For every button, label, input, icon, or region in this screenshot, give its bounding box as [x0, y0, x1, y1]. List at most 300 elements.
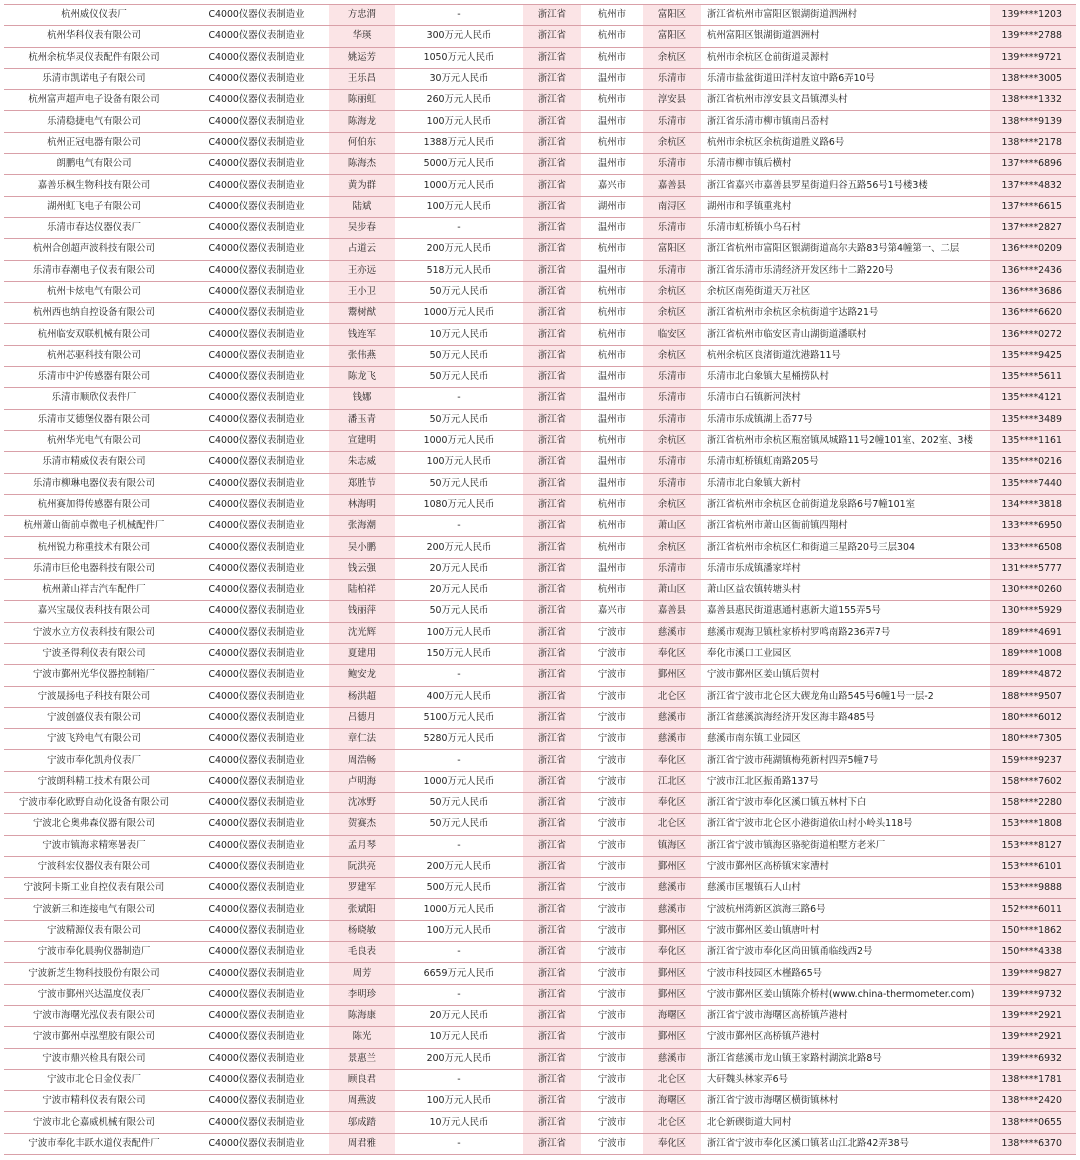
province-cell: 浙江省 — [523, 729, 581, 750]
company-name-cell: 湖州虹飞电子有限公司 — [4, 196, 184, 217]
company-name-cell: 宁波新芝生物科技股份有限公司 — [4, 963, 184, 984]
industry-cell: C4000仪器仪表制造业 — [184, 814, 329, 835]
table-row — [4, 68, 1076, 89]
province-cell: 浙江省 — [523, 303, 581, 324]
industry-cell: C4000仪器仪表制造业 — [184, 260, 329, 281]
table-row — [4, 1091, 1076, 1112]
province-cell: 浙江省 — [523, 239, 581, 260]
company-name-cell: 宁波市奉化欧野自动化设备有限公司 — [4, 792, 184, 813]
city-cell: 杭州市 — [581, 430, 643, 451]
address-cell: 浙江省宁波市莼湖镇梅苑新村四弄5幢7号 — [701, 750, 990, 771]
legal-rep-cell: 陈丽虹 — [329, 90, 395, 111]
district-cell: 海曙区 — [643, 1091, 701, 1112]
company-name-cell: 杭州卡炫电气有限公司 — [4, 281, 184, 302]
industry-cell: C4000仪器仪表制造业 — [184, 984, 329, 1005]
legal-rep-cell: 李明珍 — [329, 984, 395, 1005]
company-name-cell: 乐清市柳琳电器仪表有限公司 — [4, 473, 184, 494]
province-cell: 浙江省 — [523, 622, 581, 643]
city-cell: 杭州市 — [581, 90, 643, 111]
industry-cell: C4000仪器仪表制造业 — [184, 1112, 329, 1133]
company-name-cell: 乐清市艾德堡仪器有限公司 — [4, 409, 184, 430]
province-cell: 浙江省 — [523, 388, 581, 409]
address-cell: 浙江省宁波市镇海区骆驼街道桕墅方老米厂 — [701, 835, 990, 856]
address-cell: 乐清市乐成镇湖上岙77号 — [701, 409, 990, 430]
capital-cell: 1000万元人民币 — [395, 430, 523, 451]
phone-cell: 139****9721 — [990, 47, 1076, 68]
table-row — [4, 388, 1076, 409]
address-cell: 余杭区南苑街道天万社区 — [701, 281, 990, 302]
industry-cell: C4000仪器仪表制造业 — [184, 1048, 329, 1069]
capital-cell: 50万元人民币 — [395, 409, 523, 430]
phone-cell: 136****3686 — [990, 281, 1076, 302]
capital-cell: 1000万元人民币 — [395, 175, 523, 196]
company-name-cell: 杭州正冠电器有限公司 — [4, 132, 184, 153]
city-cell: 宁波市 — [581, 686, 643, 707]
province-cell: 浙江省 — [523, 665, 581, 686]
legal-rep-cell: 邬成踏 — [329, 1112, 395, 1133]
address-cell: 浙江省宁波市北仑区大碶龙角山路545号6幢1号一层-2 — [701, 686, 990, 707]
legal-rep-cell: 吴步春 — [329, 217, 395, 238]
city-cell: 杭州市 — [581, 324, 643, 345]
district-cell: 江北区 — [643, 771, 701, 792]
table-row — [4, 196, 1076, 217]
legal-rep-cell: 方忠渭 — [329, 5, 395, 26]
city-cell: 宁波市 — [581, 1069, 643, 1090]
province-cell: 浙江省 — [523, 750, 581, 771]
industry-cell: C4000仪器仪表制造业 — [184, 729, 329, 750]
city-cell: 宁波市 — [581, 665, 643, 686]
city-cell: 杭州市 — [581, 580, 643, 601]
capital-cell: 50万元人民币 — [395, 473, 523, 494]
company-name-cell: 宁波市鄞州卓泓塑胶有限公司 — [4, 1027, 184, 1048]
legal-rep-cell: 占道云 — [329, 239, 395, 260]
legal-rep-cell: 沈冰野 — [329, 792, 395, 813]
province-cell: 浙江省 — [523, 792, 581, 813]
capital-cell: 50万元人民币 — [395, 367, 523, 388]
address-cell: 乐清市虹桥镇小乌石村 — [701, 217, 990, 238]
city-cell: 宁波市 — [581, 1133, 643, 1154]
province-cell: 浙江省 — [523, 814, 581, 835]
district-cell: 慈溪市 — [643, 707, 701, 728]
province-cell: 浙江省 — [523, 196, 581, 217]
legal-rep-cell: 王亦远 — [329, 260, 395, 281]
phone-cell: 189****4691 — [990, 622, 1076, 643]
table-row — [4, 5, 1076, 26]
capital-cell: 1080万元人民币 — [395, 494, 523, 515]
province-cell: 浙江省 — [523, 452, 581, 473]
city-cell: 温州市 — [581, 558, 643, 579]
company-name-cell: 宁波创盛仪表有限公司 — [4, 707, 184, 728]
industry-cell: C4000仪器仪表制造业 — [184, 643, 329, 664]
address-cell: 浙江省乐清市乐清经济开发区纬十二路220号 — [701, 260, 990, 281]
phone-cell: 189****1008 — [990, 643, 1076, 664]
company-name-cell: 杭州萧山祥吉汽车配件厂 — [4, 580, 184, 601]
address-cell: 奉化市溪口工业园区 — [701, 643, 990, 664]
province-cell: 浙江省 — [523, 281, 581, 302]
legal-rep-cell: 张斌阳 — [329, 899, 395, 920]
phone-cell: 133****6508 — [990, 537, 1076, 558]
table-row — [4, 132, 1076, 153]
industry-cell: C4000仪器仪表制造业 — [184, 367, 329, 388]
legal-rep-cell: 鬻树猷 — [329, 303, 395, 324]
table-row — [4, 473, 1076, 494]
phone-cell: 137****6615 — [990, 196, 1076, 217]
capital-cell: 100万元人民币 — [395, 196, 523, 217]
address-cell: 慈溪市观海卫镇杜家桥村罗鸣南路236弄7号 — [701, 622, 990, 643]
province-cell: 浙江省 — [523, 643, 581, 664]
table-row — [4, 729, 1076, 750]
legal-rep-cell: 钱云强 — [329, 558, 395, 579]
table-row — [4, 217, 1076, 238]
table-row — [4, 239, 1076, 260]
company-name-cell: 宁波市镇海求精寒暑表厂 — [4, 835, 184, 856]
industry-cell: C4000仪器仪表制造业 — [184, 920, 329, 941]
industry-cell: C4000仪器仪表制造业 — [184, 47, 329, 68]
table-row — [4, 367, 1076, 388]
phone-cell: 153****8127 — [990, 835, 1076, 856]
province-cell: 浙江省 — [523, 899, 581, 920]
capital-cell: 20万元人民币 — [395, 1005, 523, 1026]
province-cell: 浙江省 — [523, 324, 581, 345]
province-cell: 浙江省 — [523, 494, 581, 515]
legal-rep-cell: 罗建军 — [329, 878, 395, 899]
legal-rep-cell: 杨洪超 — [329, 686, 395, 707]
company-name-cell: 宁波阿卡斯工业自控仪表有限公司 — [4, 878, 184, 899]
address-cell: 慈溪市南东镇工业园区 — [701, 729, 990, 750]
company-name-cell: 宁波水立方仪表科技有限公司 — [4, 622, 184, 643]
industry-cell: C4000仪器仪表制造业 — [184, 452, 329, 473]
province-cell: 浙江省 — [523, 154, 581, 175]
industry-cell: C4000仪器仪表制造业 — [184, 175, 329, 196]
phone-cell: 135****0216 — [990, 452, 1076, 473]
capital-cell: - — [395, 665, 523, 686]
company-name-cell: 杭州萧山衙前卓微电子机械配件厂 — [4, 516, 184, 537]
table-row — [4, 281, 1076, 302]
industry-cell: C4000仪器仪表制造业 — [184, 792, 329, 813]
industry-cell: C4000仪器仪表制造业 — [184, 473, 329, 494]
province-cell: 浙江省 — [523, 707, 581, 728]
address-cell: 浙江省杭州市余杭区余杭街道宇达路21号 — [701, 303, 990, 324]
company-name-cell: 乐清市顺欣仪表件厂 — [4, 388, 184, 409]
table-row — [4, 856, 1076, 877]
phone-cell: 150****4338 — [990, 942, 1076, 963]
city-cell: 温州市 — [581, 452, 643, 473]
company-name-cell: 杭州赛加得传感器有限公司 — [4, 494, 184, 515]
district-cell: 鄞州区 — [643, 665, 701, 686]
table-row — [4, 984, 1076, 1005]
capital-cell: 100万元人民币 — [395, 452, 523, 473]
table-row — [4, 47, 1076, 68]
legal-rep-cell: 周燕波 — [329, 1091, 395, 1112]
district-cell: 鄞州区 — [643, 984, 701, 1005]
table-body — [4, 5, 1076, 1155]
province-cell: 浙江省 — [523, 1048, 581, 1069]
province-cell: 浙江省 — [523, 771, 581, 792]
table-row — [4, 707, 1076, 728]
legal-rep-cell: 贺赛杰 — [329, 814, 395, 835]
address-cell: 浙江省杭州市余杭区瓶窑镇凤城路11号2幢101室、202室、3楼 — [701, 430, 990, 451]
district-cell: 余杭区 — [643, 537, 701, 558]
address-cell: 宁波市鄞州区姜山镇后贺村 — [701, 665, 990, 686]
address-cell: 乐清市白石镇新河浃村 — [701, 388, 990, 409]
province-cell: 浙江省 — [523, 558, 581, 579]
city-cell: 宁波市 — [581, 878, 643, 899]
industry-cell: C4000仪器仪表制造业 — [184, 1027, 329, 1048]
capital-cell: - — [395, 1069, 523, 1090]
address-cell: 嘉善县惠民街道惠通村惠新大道155弄5号 — [701, 601, 990, 622]
legal-rep-cell: 陈龙飞 — [329, 367, 395, 388]
legal-rep-cell: 卢明海 — [329, 771, 395, 792]
province-cell: 浙江省 — [523, 984, 581, 1005]
phone-cell: 135****1161 — [990, 430, 1076, 451]
legal-rep-cell: 陈光 — [329, 1027, 395, 1048]
capital-cell: 100万元人民币 — [395, 622, 523, 643]
province-cell: 浙江省 — [523, 409, 581, 430]
district-cell: 淳安县 — [643, 90, 701, 111]
district-cell: 余杭区 — [643, 430, 701, 451]
table-row — [4, 452, 1076, 473]
phone-cell: 139****9732 — [990, 984, 1076, 1005]
city-cell: 宁波市 — [581, 643, 643, 664]
legal-rep-cell: 夏建用 — [329, 643, 395, 664]
district-cell: 乐清市 — [643, 217, 701, 238]
table-row — [4, 494, 1076, 515]
address-cell: 宁波市江北区振甬路137号 — [701, 771, 990, 792]
address-cell: 宁波市鄞州区高桥镇宋家漕村 — [701, 856, 990, 877]
table-row — [4, 1048, 1076, 1069]
capital-cell: 1000万元人民币 — [395, 303, 523, 324]
legal-rep-cell: 杨晓敏 — [329, 920, 395, 941]
address-cell: 浙江省宁波市海曙区横街镇林村 — [701, 1091, 990, 1112]
industry-cell: C4000仪器仪表制造业 — [184, 217, 329, 238]
district-cell: 奉化区 — [643, 792, 701, 813]
phone-cell: 138****6370 — [990, 1133, 1076, 1154]
industry-cell: C4000仪器仪表制造业 — [184, 430, 329, 451]
company-name-cell: 乐清市精威仪表有限公司 — [4, 452, 184, 473]
province-cell: 浙江省 — [523, 1133, 581, 1154]
province-cell: 浙江省 — [523, 217, 581, 238]
company-name-cell: 杭州西也纳自控设备有限公司 — [4, 303, 184, 324]
province-cell: 浙江省 — [523, 1027, 581, 1048]
district-cell: 奉化区 — [643, 643, 701, 664]
district-cell: 乐清市 — [643, 452, 701, 473]
phone-cell: 131****5777 — [990, 558, 1076, 579]
company-name-cell: 宁波朗科精工技术有限公司 — [4, 771, 184, 792]
phone-cell: 153****1808 — [990, 814, 1076, 835]
phone-cell: 135****3489 — [990, 409, 1076, 430]
city-cell: 温州市 — [581, 409, 643, 430]
capital-cell: 20万元人民币 — [395, 580, 523, 601]
table-row — [4, 409, 1076, 430]
legal-rep-cell: 华瑛 — [329, 26, 395, 47]
city-cell: 宁波市 — [581, 707, 643, 728]
capital-cell: 1000万元人民币 — [395, 899, 523, 920]
address-cell: 杭州富阳区银湖街道泗洲村 — [701, 26, 990, 47]
district-cell: 乐清市 — [643, 388, 701, 409]
industry-cell: C4000仪器仪表制造业 — [184, 665, 329, 686]
phone-cell: 152****6011 — [990, 899, 1076, 920]
phone-cell: 138****2420 — [990, 1091, 1076, 1112]
district-cell: 北仑区 — [643, 1112, 701, 1133]
phone-cell: 138****3005 — [990, 68, 1076, 89]
company-name-cell: 杭州临安双联机械有限公司 — [4, 324, 184, 345]
address-cell: 浙江省杭州市富阳区银湖街道高尔夫路83号第4幢第一、二层 — [701, 239, 990, 260]
district-cell: 乐清市 — [643, 409, 701, 430]
district-cell: 嘉善县 — [643, 601, 701, 622]
capital-cell: 100万元人民币 — [395, 920, 523, 941]
city-cell: 宁波市 — [581, 1091, 643, 1112]
table-row — [4, 154, 1076, 175]
company-name-cell: 宁波北仑奥弗森仪器有限公司 — [4, 814, 184, 835]
company-name-cell: 宁波精源仪表有限公司 — [4, 920, 184, 941]
city-cell: 杭州市 — [581, 47, 643, 68]
company-name-cell: 宁波市鄞州兴达温度仪表厂 — [4, 984, 184, 1005]
phone-cell: 159****9237 — [990, 750, 1076, 771]
address-cell: 浙江省乐清市柳市镇南吕岙村 — [701, 111, 990, 132]
city-cell: 温州市 — [581, 473, 643, 494]
address-cell: 乐清市北白象镇大新村 — [701, 473, 990, 494]
city-cell: 温州市 — [581, 217, 643, 238]
phone-cell: 139****9827 — [990, 963, 1076, 984]
capital-cell: - — [395, 5, 523, 26]
industry-cell: C4000仪器仪表制造业 — [184, 90, 329, 111]
province-cell: 浙江省 — [523, 367, 581, 388]
province-cell: 浙江省 — [523, 1112, 581, 1133]
address-cell: 萧山区益农镇转塘头村 — [701, 580, 990, 601]
company-name-cell: 杭州锐力称重技术有限公司 — [4, 537, 184, 558]
capital-cell: 5100万元人民币 — [395, 707, 523, 728]
district-cell: 富阳区 — [643, 5, 701, 26]
city-cell: 宁波市 — [581, 856, 643, 877]
phone-cell: 138****9139 — [990, 111, 1076, 132]
legal-rep-cell: 吕德月 — [329, 707, 395, 728]
province-cell: 浙江省 — [523, 516, 581, 537]
address-cell: 浙江省杭州市余杭区仁和街道三星路20号三层304 — [701, 537, 990, 558]
table-row — [4, 1133, 1076, 1154]
table-row — [4, 601, 1076, 622]
capital-cell: 300万元人民币 — [395, 26, 523, 47]
company-name-cell: 宁波市鼎兴检具有限公司 — [4, 1048, 184, 1069]
capital-cell: 10万元人民币 — [395, 324, 523, 345]
table-row — [4, 324, 1076, 345]
address-cell: 乐清市北白象镇大星桶捞队村 — [701, 367, 990, 388]
company-name-cell: 宁波市奉化凯舟仪表厂 — [4, 750, 184, 771]
district-cell: 萧山区 — [643, 516, 701, 537]
address-cell: 慈溪市匡堰镇石人山村 — [701, 878, 990, 899]
province-cell: 浙江省 — [523, 473, 581, 494]
legal-rep-cell: 何伯东 — [329, 132, 395, 153]
industry-cell: C4000仪器仪表制造业 — [184, 26, 329, 47]
province-cell: 浙江省 — [523, 111, 581, 132]
city-cell: 宁波市 — [581, 1005, 643, 1026]
legal-rep-cell: 林海明 — [329, 494, 395, 515]
address-cell: 乐清市柳市镇后横村 — [701, 154, 990, 175]
table-row — [4, 26, 1076, 47]
legal-rep-cell: 陈海龙 — [329, 111, 395, 132]
industry-cell: C4000仪器仪表制造业 — [184, 239, 329, 260]
province-cell: 浙江省 — [523, 175, 581, 196]
city-cell: 温州市 — [581, 388, 643, 409]
phone-cell: 130****5929 — [990, 601, 1076, 622]
legal-rep-cell: 王乐昌 — [329, 68, 395, 89]
company-name-cell: 宁波市鄞州光华仪器控制箱厂 — [4, 665, 184, 686]
address-cell: 杭州余杭区良渚街道沈港路11号 — [701, 345, 990, 366]
city-cell: 嘉兴市 — [581, 601, 643, 622]
city-cell: 杭州市 — [581, 494, 643, 515]
industry-cell: C4000仪器仪表制造业 — [184, 111, 329, 132]
phone-cell: 139****6932 — [990, 1048, 1076, 1069]
address-cell: 大矸魏头林家弄6号 — [701, 1069, 990, 1090]
table-row — [4, 643, 1076, 664]
city-cell: 杭州市 — [581, 303, 643, 324]
company-table — [4, 4, 1076, 1155]
address-cell: 乐清市乐成镇潘家垟村 — [701, 558, 990, 579]
address-cell: 浙江省宁波市奉化区溪口镇五林村下白 — [701, 792, 990, 813]
table-row — [4, 537, 1076, 558]
city-cell: 杭州市 — [581, 516, 643, 537]
phone-cell: 138****1781 — [990, 1069, 1076, 1090]
city-cell: 宁波市 — [581, 835, 643, 856]
industry-cell: C4000仪器仪表制造业 — [184, 558, 329, 579]
city-cell: 宁波市 — [581, 792, 643, 813]
capital-cell: 1000万元人民币 — [395, 771, 523, 792]
phone-cell: 139****2921 — [990, 1005, 1076, 1026]
capital-cell: 200万元人民币 — [395, 856, 523, 877]
industry-cell: C4000仪器仪表制造业 — [184, 494, 329, 515]
address-cell: 宁波市鄞州区姜山镇陈介桥村(www.china-thermometer.com) — [701, 984, 990, 1005]
legal-rep-cell: 钱娜 — [329, 388, 395, 409]
address-cell: 杭州市余杭区余杭街道胜义路6号 — [701, 132, 990, 153]
industry-cell: C4000仪器仪表制造业 — [184, 1133, 329, 1154]
legal-rep-cell: 周浩畅 — [329, 750, 395, 771]
industry-cell: C4000仪器仪表制造业 — [184, 516, 329, 537]
province-cell: 浙江省 — [523, 878, 581, 899]
table-row — [4, 430, 1076, 451]
phone-cell: 180****7305 — [990, 729, 1076, 750]
legal-rep-cell: 陆斌 — [329, 196, 395, 217]
address-cell: 浙江省杭州市富阳区银湖街道泗洲村 — [701, 5, 990, 26]
city-cell: 杭州市 — [581, 5, 643, 26]
legal-rep-cell: 景惠兰 — [329, 1048, 395, 1069]
address-cell: 浙江省杭州市余杭区仓前街道龙泉路6号7幢101室 — [701, 494, 990, 515]
city-cell: 杭州市 — [581, 239, 643, 260]
industry-cell: C4000仪器仪表制造业 — [184, 601, 329, 622]
phone-cell: 139****2921 — [990, 1027, 1076, 1048]
district-cell: 慈溪市 — [643, 878, 701, 899]
phone-cell: 158****2280 — [990, 792, 1076, 813]
province-cell: 浙江省 — [523, 1005, 581, 1026]
district-cell: 奉化区 — [643, 750, 701, 771]
city-cell: 温州市 — [581, 111, 643, 132]
company-name-cell: 杭州合创超声波科技有限公司 — [4, 239, 184, 260]
address-cell: 浙江省宁波市北仑区小港街道依山村小岭头118号 — [701, 814, 990, 835]
legal-rep-cell: 孟月琴 — [329, 835, 395, 856]
province-cell: 浙江省 — [523, 580, 581, 601]
industry-cell: C4000仪器仪表制造业 — [184, 1005, 329, 1026]
table-row — [4, 963, 1076, 984]
capital-cell: 200万元人民币 — [395, 1048, 523, 1069]
company-name-cell: 杭州富声超声电子设备有限公司 — [4, 90, 184, 111]
city-cell: 宁波市 — [581, 750, 643, 771]
district-cell: 余杭区 — [643, 281, 701, 302]
table-row — [4, 260, 1076, 281]
city-cell: 杭州市 — [581, 345, 643, 366]
legal-rep-cell: 陈海杰 — [329, 154, 395, 175]
phone-cell: 189****4872 — [990, 665, 1076, 686]
industry-cell: C4000仪器仪表制造业 — [184, 1091, 329, 1112]
company-name-cell: 宁波市海曙光泓仪表有限公司 — [4, 1005, 184, 1026]
company-name-cell: 宁波市奉化晨驹仪器制造厂 — [4, 942, 184, 963]
